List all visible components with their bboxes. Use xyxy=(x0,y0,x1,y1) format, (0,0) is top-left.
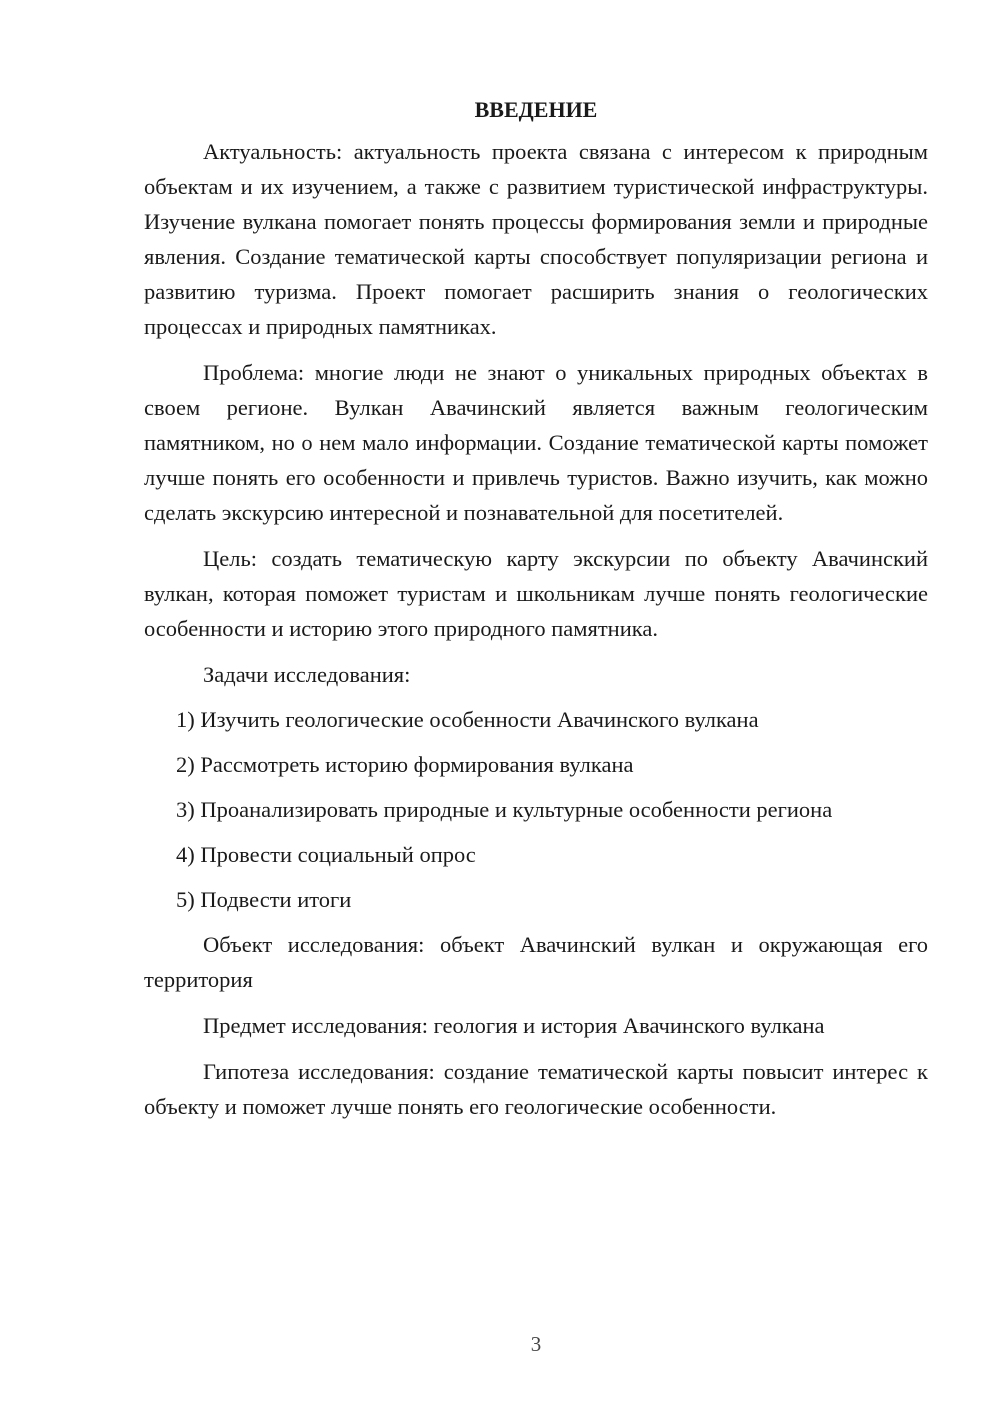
tasks-list xyxy=(144,702,928,917)
goal-paragraph: Цель: создать тематическую карту экскурсии по объекту Авачинский вулкан, которая поможет туристам и школьникам лучше понять геологические особенности и историю этого природного памятника. xyxy=(144,546,928,641)
object-paragraph: Объект исследования: объект Авачинский вулкан и окружающая его территория xyxy=(144,932,928,992)
list-item: 4) Провести социальный опрос xyxy=(176,842,476,867)
relevance-paragraph: Актуальность: актуальность проекта связана с интересом к природным объектам и их изучением, а также с развитием туристической инфраструктуры. Изучение вулкана помогает понять процессы формирования земли и природные явления. Создание тематической карты способствует популяризации региона и развитию туризма. Проект помогает расширить знания о геологических процессах и природных памятниках. xyxy=(144,139,928,339)
problem-paragraph: Проблема: многие люди не знают о уникальных природных объектах в своем регионе. Вулкан Авачинский является важным геологическим памятником, но о нем мало информации. Создание тематической карты поможет лучше понять его особенности и привлечь туристов. Важно изучить, как можно сделать экскурсию интересной и познавательной для посетителей. xyxy=(144,360,928,525)
list-item: 3) Проанализировать природные и культурные особенности региона xyxy=(176,797,833,822)
list-item: 1) Изучить геологические особенности Авачинского вулкана xyxy=(176,707,759,732)
list-item: 5) Подвести итоги xyxy=(176,887,352,912)
tasks-heading: Задачи исследования: xyxy=(203,662,411,687)
page-title: ВВЕДЕНИЕ xyxy=(474,97,598,122)
list-item: 2) Рассмотреть историю формирования вулкана xyxy=(176,752,634,777)
page-content xyxy=(144,92,928,1135)
page-number: 3 xyxy=(530,1332,542,1356)
subject-paragraph: Предмет исследования: геология и история Авачинского вулкана xyxy=(203,1013,825,1038)
hypothesis-paragraph: Гипотеза исследования: создание тематической карты повысит интерес к объекту и поможет лучше понять его геологические особенности. xyxy=(144,1059,928,1119)
